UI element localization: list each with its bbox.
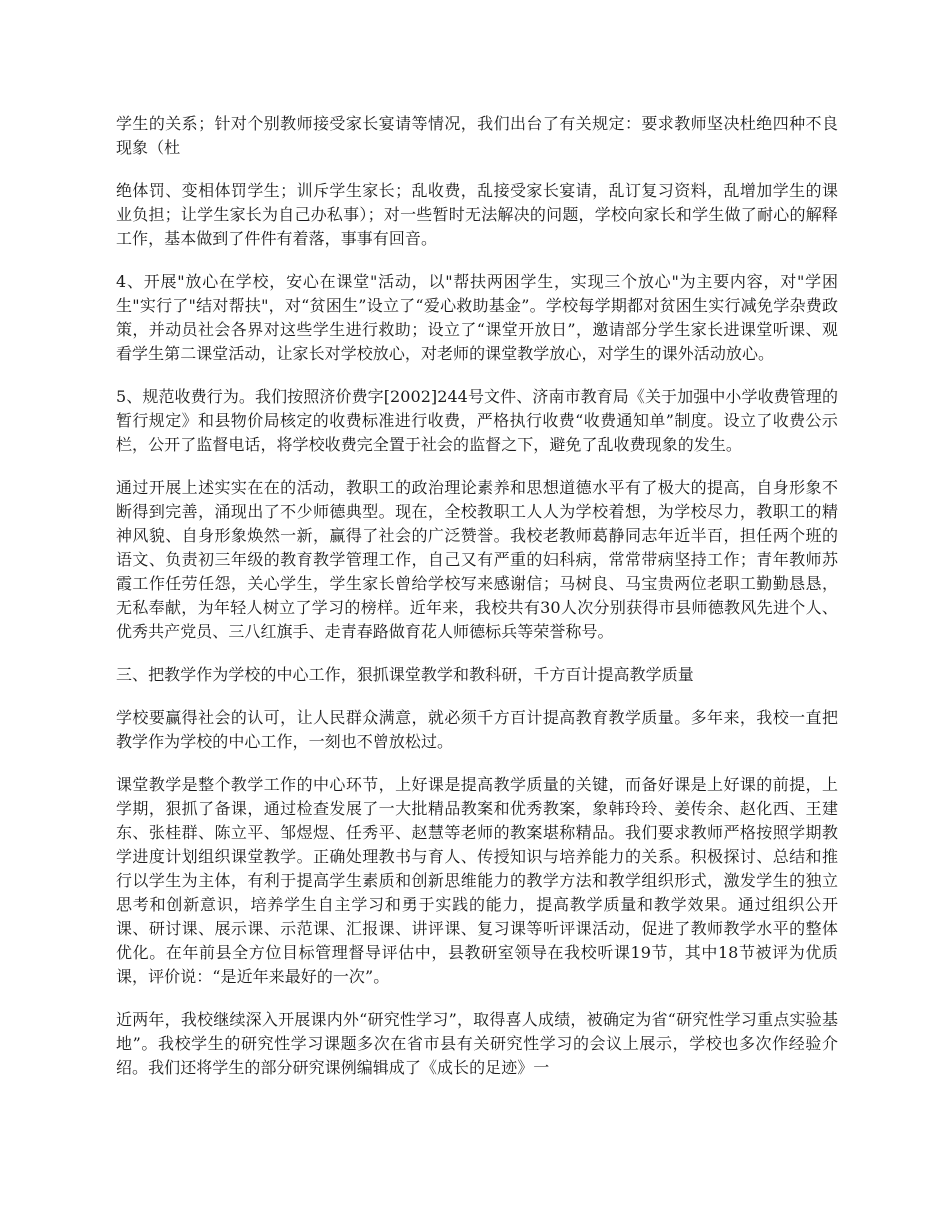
paragraph-8: 课堂教学是整个教学工作的中心环节，上好课是提高教学质量的关键，而备好课是上好课的前提，上学期，狠抓了备课，通过检查发展了一大批精品教案和优秀教案，象韩玲玲、姜传余、赵化西、王建东、张桂群、陈立平、邹煜煜、任秀平、赵慧等老师的教案堪称精品。我们要求教师严格按照学期教学进度计划组织课堂教学。正确处理教书与育人、传授知识与培养能力的关系。积极探讨、总结和推行以学生为主体，有利于提高学生素质和创新思维能力的教学方法和教学组织形式，激发学生的独立思考和创新意识，培养学生自主学习和勇于实践的能力，提高教学质量和教学效果。通过组织公开课、研讨课、展示课、示范课、汇报课、讲评课、复习课等听评课活动，促进了教师教学水平的整体优化。在年前县全方位目标管理督导评估中，县教研室领导在我校听课19节，其中18节被评为优质课，评价说：“是近年来最好的一次”。 <box>116 775 838 986</box>
paragraph-1: 学生的关系；针对个别教师接受家长宴请等情况，我们出台了有关规定：要求教师坚决杜绝四种不良现象（杜 <box>116 114 838 157</box>
paragraph-3: 4、开展"放心在学校，安心在课堂"活动，以"帮扶两困学生，实现三个放心"为主要内容，对"学困生"实行了"结对帮扶"，对“贫困生”设立了“爱心救助基金”。学校每学期都对贫困生实行减免学杂费政策，并动员社会各界对这些学生进行救助；设立了“课堂开放日”，邀请部分学生家长进课堂听课、观看学生第二课堂活动，让家长对学校放心，对老师的课堂教学放心，对学生的课外活动放心。 <box>116 272 838 363</box>
document-body <box>116 112 838 1099</box>
paragraph-7: 学校要赢得社会的认可，让人民群众满意，就必须千方百计提高教育教学质量。多年来，我校一直把教学作为学校的中心工作，一刻也不曾放松过。 <box>116 708 838 751</box>
paragraph-5: 通过开展上述实实在在的活动，教职工的政治理论素养和思想道德水平有了极大的提高，自身形象不断得到完善，涌现出了不少师德典型。现在，全校教职工人人为学校着想，为学校尽力，教职工的精神风貌、自身形象焕然一新，赢得了社会的广泛赞誉。我校老教师葛静同志年近半百，担任两个班的语文、负责初三年级的教育教学管理工作，自己又有严重的妇科病，常常带病坚持工作；青年教师苏霞工作任劳任怨，关心学生，学生家长曾给学校写来感谢信；马树良、马宝贵两位老职工勤勤恳恳，无私奉献，为年轻人树立了学习的榜样。近年来，我校共有30人次分别获得市县师德教风先进个人、优秀共产党员、三八红旗手、走青春路做育花人师德标兵等荣誉称号。 <box>116 478 838 641</box>
section-heading: 三、把教学作为学校的中心工作，狠抓课堂教学和教科研，千方百计提高教学质量 <box>116 665 694 684</box>
paragraph-9: 近两年，我校继续深入开展课内外“研究性学习”，取得喜人成绩，被确定为省“研究性学习重点实验基地”。我校学生的研究性学习课题多次在省市县有关研究性学习的会议上展示，学校也多次作经验介绍。我们还将学生的部分研究课例编辑成了《成长的足迹》一 <box>116 1010 838 1077</box>
paragraph-2: 绝体罚、变相体罚学生；训斥学生家长；乱收费，乱接受家长宴请，乱订复习资料，乱增加学生的课业负担；让学生家长为自己办私事）；对一些暂时无法解决的问题，学校向家长和学生做了耐心的解释工作，基本做到了件件有着落，事事有回音。 <box>116 181 838 248</box>
paragraph-4: 5、规范收费行为。我们按照济价费字[2002]244号文件、济南市教育局《关于加强中小学收费管理的暂行规定》和县物价局核定的收费标准进行收费，严格执行收费“收费通知单”制度。设立了收费公示栏，公开了监督电话，将学校收费完全置于社会的监督之下，避免了乱收费现象的发生。 <box>116 387 838 454</box>
